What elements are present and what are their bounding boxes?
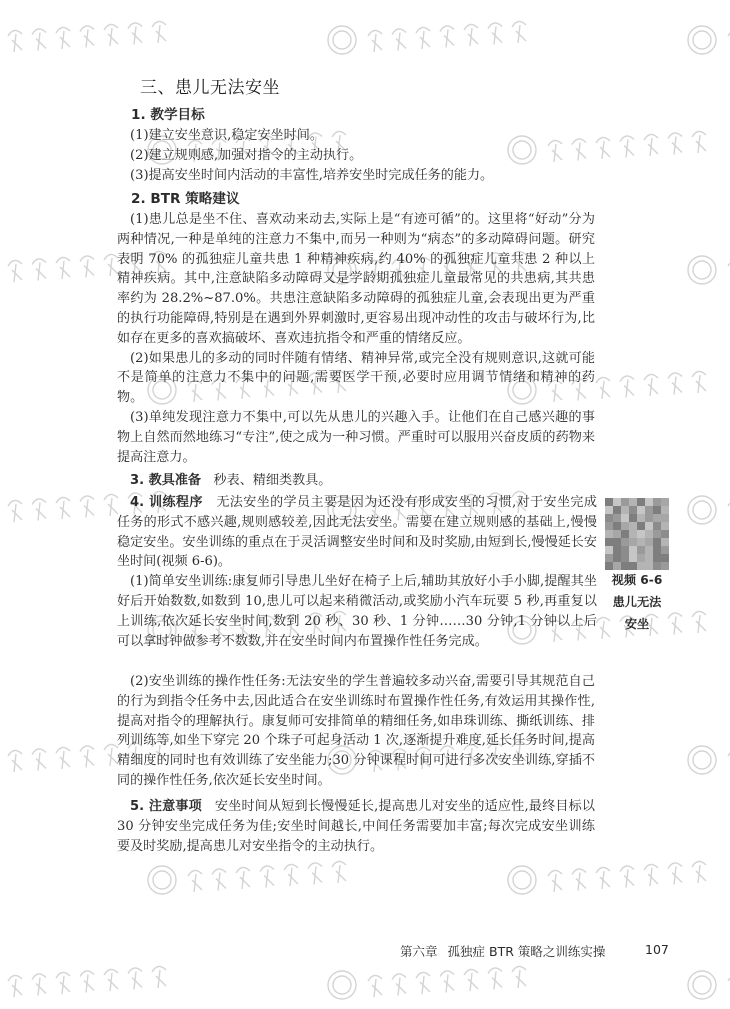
procedure-step-1: (1)简单安坐训练:康复师引导患儿坐好在椅子上后,辅助其放好小手小脚,提醒其坐好后开始数数,如数到 10,患儿可以起来稍微活动,或奖励小汽车玩要 5 秒,再重复以上训练,依次延长安坐时间,数到 20 秒、30 秒、1 分钟……30 分钟,1 分钟以上后可以拿时钟做参考不数数,并在安坐时间内布置操作性任务完成。 xyxy=(117,574,597,649)
video-caption-title-1: 患儿无法 xyxy=(612,595,662,609)
procedure-step-2-block xyxy=(117,672,595,791)
procedure-intro-text: 无法安坐的学员主要是因为还没有形成安坐的习惯,对于安坐完成任务的形式不感兴趣,规则感较差,因此无法安坐。需要在建立规则感的基础上,慢慢稳定安坐。安坐训练的重点在于灵活调整安坐时间和及时奖励,由短到长,慢慢延长安坐时间(视频 6-6)。 xyxy=(117,495,597,570)
goals-heading-text: 1. 教学目标 xyxy=(131,107,205,123)
video-qr-code[interactable] xyxy=(605,498,669,570)
procedure-heading: 4. 训练程序 xyxy=(130,495,203,510)
footer-chapter-title: 孤独症 BTR 策略之训练实操 xyxy=(447,944,606,959)
goal-item: (1)建立安坐意识,稳定安坐时间。 xyxy=(130,128,323,143)
tools-line xyxy=(117,471,595,491)
procedure-body xyxy=(117,493,597,651)
qr-code-icon xyxy=(605,498,669,570)
goals-heading xyxy=(131,106,205,126)
goal-item: (2)建立规则感,加强对指令的主动执行。 xyxy=(130,147,363,163)
footer-chapter: 第六章 xyxy=(400,944,438,959)
notes-heading: 5. 注意事项 xyxy=(130,799,202,814)
procedure-step-2: (2)安坐训练的操作性任务:无法安坐的学生普遍较多动兴奋,需要引导其规范自己的行为到指令任务中去,因此适合在安坐训练时布置操作性任务,有效运用其操作性,提高对指令的理解执行。康复师可安排简单的精细任务,如串珠训练、撕纸训练、排列训练等,如坐下穿完 20 个珠子可起身活动 1 次,逐渐提升难度,延长任务时间,提高精细度的同时也有效训练了安坐能力;30 分钟课程时间可进行多次安坐训练,穿插不同的操作性任务,依次延长安坐时间。 xyxy=(117,674,595,788)
notes-text: 安坐时间从短到长慢慢延长,提高患儿对安坐的适应性,最终目标以 30 分钟安坐完成任务为佳;安坐时间越长,中间任务需要加丰富;每次完成安坐训练要及时奖励,提高患儿对安坐指令的主动执行。 xyxy=(117,799,595,854)
tools-text: 秒表、精细类教具。 xyxy=(213,473,332,488)
video-caption xyxy=(598,569,676,635)
notes-paragraph xyxy=(117,797,595,856)
notes-body xyxy=(117,797,595,856)
goal-item: (3)提高安坐时间内活动的丰富性,培养安坐时完成任务的能力。 xyxy=(130,167,494,183)
page-number: 107 xyxy=(645,942,669,957)
strategy-paragraph: (3)单纯发现注意力不集中,可以先从患儿的兴趣入手。让他们在自己感兴趣的事物上自然而然地练习“专注”,使之成为一种习惯。严重时可以服用兴奋皮质的药物来提高注意力。 xyxy=(117,409,595,465)
strategy-heading xyxy=(131,190,240,210)
strategy-heading-text: 2. BTR 策略建议 xyxy=(131,191,240,207)
video-caption-number: 视频 6-6 xyxy=(611,573,663,587)
strategy-paragraph: (1)患儿总是坐不住、喜欢动来动去,实际上是“有迹可循”的。这里将“好动”分为两种情况,一种是单纯的注意力不集中,而另一种则为“病态”的多动障碍问题。研究表明 70% 的孤独症儿童共患 1 种精神疾病,约 40% 的孤独症儿童共患 2 种以上精神疾病。其中,注意缺陷多动障碍又是学龄期孤独症儿童最常见的共患病,其共患率约为 28.2%~87.0%。共患注意缺陷多动障碍的孤独症儿童,会表现出更为严重的执行功能障碍,特别是在遇到外界刺激时,更容易出现冲动性的攻击与破坏行为,比如存在更多的喜欢搞破坏、喜欢违抗指令和严重的情绪反应。 xyxy=(117,212,595,346)
procedure-intro xyxy=(117,493,597,572)
tools-heading: 3. 教具准备 xyxy=(130,473,202,488)
goals-list xyxy=(117,126,595,185)
strategy-paragraph: (2)如果患儿的多动的同时伴随有情绪、精神异常,或完全没有规则意识,这就可能不是简单的注意力不集中的问题,需要医学干预,必要时应用调节情绪和精神的药物。 xyxy=(117,350,595,406)
section-title: 三、患儿无法安坐 xyxy=(140,78,280,98)
page-footer xyxy=(400,942,605,960)
strategy-body xyxy=(117,210,595,467)
video-caption-title-2: 安坐 xyxy=(624,617,650,631)
